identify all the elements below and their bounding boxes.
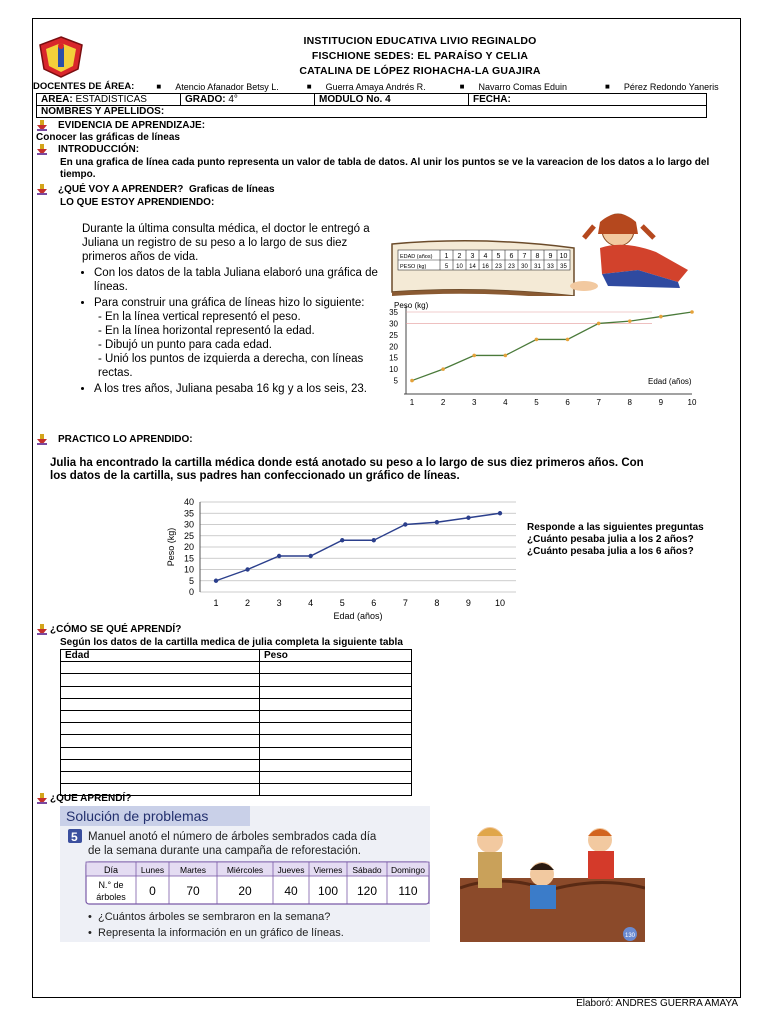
book-age-cell: 6 [509, 253, 514, 260]
question-1: ¿Cuánto pesaba julia a los 2 años? [527, 534, 694, 545]
data-point [472, 354, 476, 358]
book-row2-label: PESO (kg) [400, 264, 427, 270]
y-axis-label: Peso (kg) [394, 301, 429, 310]
data-point [435, 520, 439, 524]
x-tick-label: 10 [494, 598, 506, 608]
bullet-icon: ■ [156, 82, 162, 91]
book-age-cell: 1 [444, 253, 449, 260]
answer-row [61, 710, 412, 722]
data-point [597, 322, 601, 326]
x-tick-label: 7 [402, 598, 408, 608]
answer-cell-peso[interactable] [260, 698, 412, 710]
questions-block [527, 522, 704, 558]
x-tick-label: 1 [409, 398, 415, 407]
data-point [245, 567, 249, 571]
x-tick-label: 3 [276, 598, 282, 608]
fecha-cell[interactable] [469, 94, 707, 106]
svg-text:•: • [88, 927, 92, 939]
practico-heading: PRACTICO LO APRENDIDO: [36, 434, 193, 445]
answer-row [61, 662, 412, 674]
book-weight-cell: 35 [560, 264, 567, 270]
book-weight-cell: 33 [547, 264, 554, 270]
x-tick-label: 5 [534, 398, 539, 407]
data-point [498, 511, 502, 515]
data-point [340, 538, 344, 542]
teacher-1: Atencio Afanador Betsy L. [175, 81, 279, 92]
problem-count-cell: 70 [186, 884, 200, 898]
book-age-cell: 3 [470, 253, 475, 260]
answer-cell-edad[interactable] [61, 735, 260, 747]
que-aprendi-heading: ¿QUE APRENDÍ? [36, 793, 131, 804]
answer-row [61, 735, 412, 747]
answer-cell-edad[interactable] [61, 759, 260, 771]
book-age-cell: 9 [548, 253, 553, 260]
teachers-label: DOCENTES DE ÁREA: [33, 81, 135, 92]
problem-day-cell: Jueves [277, 865, 305, 875]
answer-cell-edad[interactable] [61, 674, 260, 686]
problem-day-cell: Viernes [313, 865, 343, 875]
y-tick-label: 5 [393, 376, 398, 386]
x-tick-label: 2 [245, 598, 251, 608]
bullet-icon: ■ [605, 82, 610, 91]
x-tick-label: 3 [471, 398, 477, 407]
book-age-cell: 4 [483, 253, 488, 260]
problem-count-cell: 110 [398, 884, 418, 898]
data-point [504, 354, 508, 358]
x-tick-label: 6 [565, 398, 570, 407]
problem-q1: • [88, 911, 92, 923]
modulo-value: 4 [385, 94, 391, 105]
book-weight-cell: 14 [469, 264, 476, 270]
data-point [566, 338, 570, 342]
como-text: Según los datos de la cartilla medica de julia completa la siguiente tabla [60, 637, 403, 648]
problem-page-number: 130 [625, 933, 636, 939]
answer-cell-peso[interactable] [260, 662, 412, 674]
story-bullet-1: • Con los datos de la tabla Juliana elaboró una gráfica de líneas. [94, 266, 382, 294]
story-sub-2: - En la línea horizontal representó la edad. [98, 325, 315, 337]
voy-text: Graficas de líneas [188, 184, 275, 195]
answer-row [61, 771, 412, 783]
book-weight-cell: 16 [482, 264, 489, 270]
data-point [308, 554, 312, 558]
y-tick-label: 20 [183, 542, 194, 552]
header-line-1: INSTITUCION EDUCATIVA LIVIO REGINALDO [303, 35, 537, 47]
story-sub-4: - Unió los puntos de izquierda a derecha, con líneas rectas. [98, 353, 364, 379]
answer-cell-peso[interactable] [260, 710, 412, 722]
grado-label: GRADO: [185, 94, 226, 105]
answer-row [61, 747, 412, 759]
data-point [410, 379, 414, 383]
book-age-cell: 5 [496, 253, 501, 260]
intro-heading: INTRODUCCIÓN: [36, 144, 139, 155]
book-age-cell: 8 [535, 253, 540, 260]
data-point [372, 538, 376, 542]
problem-count-cell: 120 [356, 884, 378, 898]
answer-cell-edad[interactable] [61, 662, 260, 674]
julia-weight-chart [160, 492, 522, 622]
answer-cell-peso[interactable] [260, 686, 412, 698]
answer-cell-peso[interactable] [260, 771, 412, 783]
data-point [690, 310, 694, 314]
x-tick-label: 8 [627, 398, 633, 407]
answer-header-peso: Peso [260, 650, 412, 662]
y-axis-label: Peso (kg) [166, 527, 176, 567]
problem-count-cell: 20 [238, 884, 252, 898]
bullet-icon: ■ [306, 82, 312, 91]
problem-day-cell: Sábado [352, 865, 382, 875]
intro-text: En una grafica de línea cada punto representa un valor de tabla de datos. Al unir los puntos se ve la vareacion de los datos a lo largo del tiempo. [60, 157, 710, 180]
teachers-row [33, 81, 739, 92]
y-tick-label: 40 [183, 497, 194, 507]
data-point [214, 579, 218, 583]
x-tick-label: 5 [339, 598, 345, 608]
y-tick-label: 10 [389, 365, 398, 375]
school-header [180, 34, 660, 79]
arrow-down-icon [36, 184, 48, 195]
answer-cell-peso[interactable] [260, 723, 412, 735]
data-point [659, 315, 663, 319]
book-weight-cell: 10 [456, 264, 463, 270]
answer-cell-edad[interactable] [61, 710, 260, 722]
answer-cell-peso[interactable] [260, 747, 412, 759]
book-weight-cell: 5 [444, 264, 449, 270]
modulo-label: MODULO No. [319, 94, 383, 105]
nombres-cell[interactable] [37, 106, 707, 118]
story-intro: Durante la última consulta médica, el doctor le entregó a Juliana un registro de su peso a lo largo de sus diez primeros años de vida. [82, 223, 370, 263]
problem-count-cell: 0 [149, 884, 156, 898]
problem-count-cell: 40 [284, 884, 298, 898]
voy-heading: ¿QUÉ VOY A APRENDER? Graficas de líneas [36, 184, 275, 195]
bullet-icon: ■ [459, 82, 465, 91]
x-axis-label: Edad (años) [648, 377, 692, 386]
answer-cell-edad[interactable] [61, 723, 260, 735]
juliana-weight-chart [370, 298, 700, 416]
problem-box [60, 806, 430, 942]
data-point [277, 554, 281, 558]
problem-count-label-2: árboles [96, 892, 126, 902]
x-tick-label: 4 [503, 398, 508, 407]
answer-cell-edad[interactable] [61, 747, 260, 759]
y-tick-label: 30 [183, 519, 194, 530]
question-2: ¿Cuánto pesaba julia a los 6 años? [527, 546, 694, 557]
story-sub-3: - Dibujó un punto para cada edad. [98, 339, 272, 351]
y-tick-label: 15 [389, 353, 398, 363]
problem-day-cell: Domingo [390, 865, 426, 875]
answer-row [61, 674, 412, 686]
answer-cell-peso[interactable] [260, 784, 412, 796]
questions-title: Responde a las siguientes preguntas [527, 522, 704, 533]
problem-count-cell: 100 [317, 884, 339, 898]
x-tick-label: 8 [434, 598, 440, 608]
evidencia-heading: EVIDENCIA DE APRENDIZAJE: [36, 120, 205, 131]
estoy-heading: LO QUE ESTOY APRENDIENDO: [60, 197, 215, 208]
practico-text: Julia ha encontrado la cartilla médica donde está anotado su peso a lo largo de sus diez primeros años. Con los datos de la cartilla, sus padres han confeccionado un gráfico de líneas. [50, 457, 644, 482]
weight-answer-table [60, 649, 412, 796]
x-tick-label: 9 [658, 398, 664, 407]
problem-statement-2: de la semana durante una campaña de reforestación. [88, 845, 361, 857]
book-weight-cell: 31 [534, 264, 541, 270]
answer-cell-peso[interactable] [260, 759, 412, 771]
x-tick-label: 1 [213, 598, 219, 608]
arrow-down-icon [36, 624, 48, 635]
area-value: ESTADISTICAS [75, 94, 147, 105]
book-weight-cell: 23 [508, 264, 515, 270]
answer-cell-peso[interactable] [260, 674, 412, 686]
x-tick-label: 10 [687, 398, 697, 407]
problem-statement-1: Manuel anotó el número de árboles sembrados cada día [88, 831, 377, 843]
header-line-2: FISCHIONE SEDES: EL PARAÍSO Y CELIA [311, 50, 529, 62]
problem-day-cell: Miércoles [226, 865, 264, 875]
x-tick-label: 2 [440, 398, 446, 407]
y-tick-label: 25 [183, 530, 194, 541]
answer-row [61, 759, 412, 771]
answer-header-edad: Edad [61, 650, 260, 662]
x-tick-label: 4 [308, 598, 314, 608]
data-point [628, 319, 632, 323]
x-tick-label: 6 [371, 598, 377, 608]
answer-cell-peso[interactable] [260, 735, 412, 747]
book-weight-cell: 30 [521, 264, 528, 270]
y-tick-label: 25 [389, 330, 398, 340]
answer-cell-edad[interactable] [61, 686, 260, 698]
y-tick-label: 20 [389, 342, 398, 352]
x-tick-label: 7 [596, 398, 601, 407]
arrow-down-icon [36, 144, 48, 155]
problem-heading: Solución de problemas [66, 808, 209, 824]
book-age-cell: 2 [457, 253, 462, 260]
y-tick-label: 0 [188, 587, 194, 597]
nombres-label: NOMBRES Y APELLIDOS: [41, 106, 165, 117]
y-tick-label: 35 [183, 508, 194, 519]
book-age-cell: 10 [559, 253, 568, 260]
problem-q2-text: Representa la información en un gráfico de líneas. [98, 927, 344, 939]
evidencia-text: Conocer las gráficas de líneas [36, 132, 180, 143]
footer-author: Elaboró: ANDRES GUERRA AMAYA [576, 998, 738, 1009]
answer-row [61, 723, 412, 735]
story-sub-1: - En la línea vertical representó el peso. [98, 311, 301, 323]
series-line [412, 312, 692, 381]
story-bullet-2: • Para construir una gráfica de líneas hizo lo siguiente: - En la línea vertical representó el peso. - En la línea horizontal representó la edad. - Dibujó un punto para cada edad. - Unió los puntos de izquierda a derecha, con líneas rectas. [94, 296, 382, 380]
y-tick-label: 10 [183, 564, 194, 575]
book-weight-cell: 23 [495, 264, 502, 270]
y-tick-label: 30 [389, 319, 398, 329]
arrow-down-icon [36, 793, 48, 804]
como-heading: ¿CÓMO SE QUÉ APRENDÍ? [36, 624, 181, 635]
arrow-down-icon [36, 120, 48, 131]
problem-count-label: N.° de [98, 880, 124, 890]
problem-day-label: Día [103, 865, 119, 875]
area-label: AREA: [41, 94, 73, 105]
data-point [535, 338, 539, 342]
kids-planting-illustration [460, 818, 645, 942]
x-axis-label: Edad (años) [333, 611, 383, 621]
school-logo [36, 35, 86, 79]
answer-row [61, 686, 412, 698]
problem-number: 5 [71, 830, 78, 844]
book-illustration [388, 208, 698, 296]
problem-day-cell: Martes [180, 865, 206, 875]
grado-value: 4° [228, 94, 238, 105]
x-tick-label: 9 [465, 598, 471, 608]
header-line-3: CATALINA DE LÓPEZ RIOHACHA-LA GUAJIRA [299, 65, 541, 77]
data-point [466, 516, 470, 520]
y-tick-label: 5 [188, 575, 194, 586]
teacher-4: Pérez Redondo Yaneris [623, 81, 719, 92]
answer-cell-edad[interactable] [61, 771, 260, 783]
story-bullet-3: • A los tres años, Juliana pesaba 16 kg y a los seis, 23. [94, 382, 382, 396]
y-tick-label: 35 [389, 308, 398, 317]
story-text [82, 222, 382, 398]
y-tick-label: 15 [183, 553, 194, 564]
data-point [403, 522, 407, 526]
fecha-label: FECHA: [473, 94, 511, 105]
arrow-down-icon [36, 434, 48, 445]
problem-q1-text: ¿Cuántos árboles se sembraron en la semana? [98, 911, 331, 923]
book-row1-label: EDAD (años) [400, 254, 433, 260]
student-info-table [36, 93, 707, 118]
book-age-cell: 7 [522, 253, 527, 260]
answer-row [61, 698, 412, 710]
teacher-3: Navarro Comas Eduin [478, 81, 568, 92]
problem-day-cell: Lunes [140, 865, 165, 875]
answer-cell-edad[interactable] [61, 698, 260, 710]
teacher-2: Guerra Amaya Andrés R. [325, 81, 426, 92]
data-point [441, 367, 445, 371]
